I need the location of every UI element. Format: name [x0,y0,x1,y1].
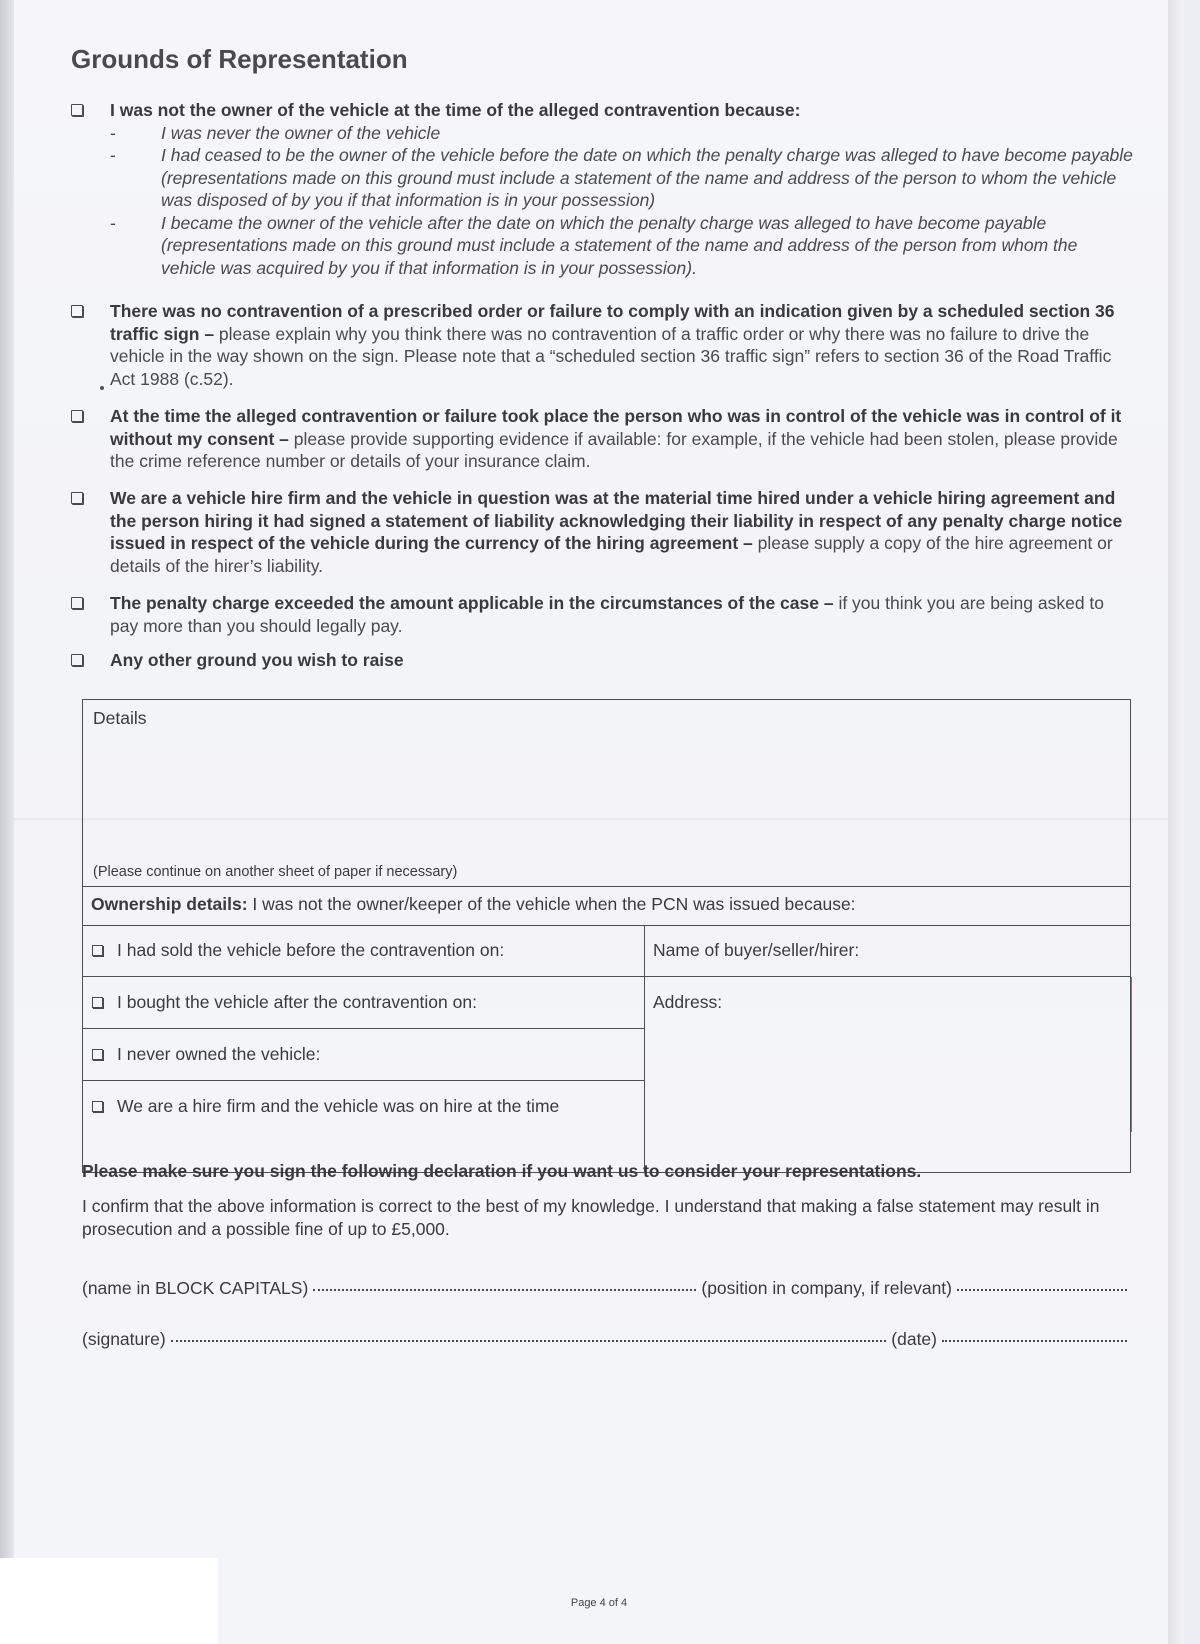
signature-label: (signature) [82,1329,166,1349]
sub-reason [110,122,1136,145]
checkbox-icon[interactable] [71,104,83,116]
sub-reason [110,144,1136,212]
option-label: I bought the vehicle after the contravention on: [117,992,477,1012]
option-label: I had sold the vehicle before the contravention on: [117,940,505,960]
option-label: We are a hire firm and the vehicle was on hire at the time [117,1096,560,1116]
dash-icon: - [110,145,116,165]
buyer-name-label: Name of buyer/seller/hirer: [653,940,860,960]
dash-icon: - [110,122,116,143]
declaration-text: I confirm that the above information is correct to the best of my knowledge. I understand that making a false statement may result in prosecution and a possible fine of up to £5,000. [82,1196,1100,1239]
checkbox-icon[interactable] [92,1101,103,1112]
ownership-text [91,894,856,915]
name-label: (name in BLOCK CAPITALS) [82,1278,309,1298]
page-title: Grounds of Representation [71,44,408,74]
checkbox-icon[interactable] [71,305,83,317]
ground-no-contravention[interactable] [71,300,1136,390]
position-field[interactable] [957,1288,1127,1291]
ground-without-consent[interactable] [71,405,1136,473]
ownership-options [83,925,645,1172]
ground-label: There was no contravention of a prescribed order or failure to comply with an indication given by a scheduled section 36 traffic sign – [110,301,1115,344]
ground-label: The penalty charge exceeded the amount applicable in the circumstances of the case – [110,593,834,613]
name-field[interactable] [313,1288,696,1291]
date-field[interactable] [942,1339,1127,1342]
page-edge-left [0,0,14,1560]
ground-label: At the time the alleged contravention or failure took place the person who was in control of the vehicle was in control of it without my consent – [110,406,1122,449]
address-field[interactable] [644,977,1132,1132]
ownership-option-sold[interactable] [83,925,644,977]
sub-reason-text: I became the owner of the vehicle after the date on which the penalty charge was alleged to have become payable (representations made on this ground must include a statement of the name and address of the person from whom the vehicle was acquired by you if that information is in your possession). [161,212,1078,278]
ground-not-owner[interactable] [71,99,1136,279]
checkbox-icon[interactable] [71,654,83,666]
signature-date-line [82,1329,1132,1350]
position-label: (position in company, if relevant) [701,1278,952,1298]
stray-mark [100,386,104,390]
declaration-heading: Please make sure you sign the following declaration if you want us to consider your representations. [82,1161,922,1181]
page-number: Page 4 of 4 [570,1597,628,1609]
details-note: (Please continue on another sheet of paper if necessary) [93,864,458,880]
ownership-option-hire-firm[interactable] [83,1081,644,1132]
buyer-name-field[interactable] [644,925,1130,977]
ground-label: I was not the owner of the vehicle at the time of the alleged contravention because: [110,100,801,120]
form-page [14,0,1184,1644]
checkbox-icon[interactable] [71,492,83,504]
date-label: (date) [891,1329,937,1349]
ground-label: Any other ground you wish to raise [110,650,404,670]
details-table [82,699,1131,1173]
checkbox-icon[interactable] [71,410,83,422]
sub-reason [110,212,1136,280]
checkbox-icon[interactable] [71,597,83,609]
sub-reason-text: I had ceased to be the owner of the vehicle before the date on which the penalty charge was alleged to have become payable (representations made on this ground must include a statement of the name and address of the person to whom the vehicle was disposed of by you if that information is in your possession) [161,145,1133,210]
ground-explanation: please explain why you think there was no contravention of a traffic order or why there was no failure to drive the vehicle in the way shown on the sign. Please note that a “scheduled section 36 traffic sign” refers to section 36 of the Road Traffic Act 1988 (c.52). [110,323,1112,389]
sub-reasons-list [110,122,1136,280]
checkbox-icon[interactable] [92,997,103,1008]
checkbox-icon[interactable] [92,945,103,956]
ownership-label: Ownership details: [91,894,248,914]
checkbox-icon[interactable] [92,1049,103,1060]
address-label: Address: [653,992,723,1012]
buyer-info [644,925,1130,1172]
ground-explanation: please provide supporting evidence if available: for example, if the vehicle had been stolen, please provide the crime reference number or details of your insurance claim. [110,428,1118,471]
ground-exceeded-amount[interactable] [71,592,1136,637]
signature-field[interactable] [171,1339,887,1342]
sub-reason-text: I was never the owner of the vehicle [161,122,441,143]
ground-hire-firm[interactable] [71,487,1136,577]
ownership-option-never-owned[interactable] [83,1029,644,1081]
page-edge-right [1168,0,1184,1644]
details-label: Details [93,708,147,728]
ownership-header [83,886,1130,926]
blank-patch [0,1558,218,1644]
dash-icon: - [110,212,116,233]
details-field[interactable] [83,700,1130,887]
ground-explanation: if you think you are being asked to pay more than you should legally pay. [110,593,1105,636]
ownership-description: I was not the owner/keeper of the vehicle when the PCN was issued because: [247,894,856,914]
name-position-line [82,1278,1132,1299]
ownership-option-bought[interactable] [83,977,644,1029]
ground-other[interactable] [71,649,1136,672]
option-label: I never owned the vehicle: [117,1044,321,1064]
ground-label: We are a vehicle hire firm and the vehicle in question was at the material time hired under a vehicle hiring agreement and the person hiring it had signed a statement of liability acknowledging their liability in respect of any penalty charge notice issued in respect of the vehicle during the currency of the hiring agreement – [110,488,1123,553]
ground-explanation: please supply a copy of the hire agreement or details of the hirer’s liability. [110,533,1113,576]
